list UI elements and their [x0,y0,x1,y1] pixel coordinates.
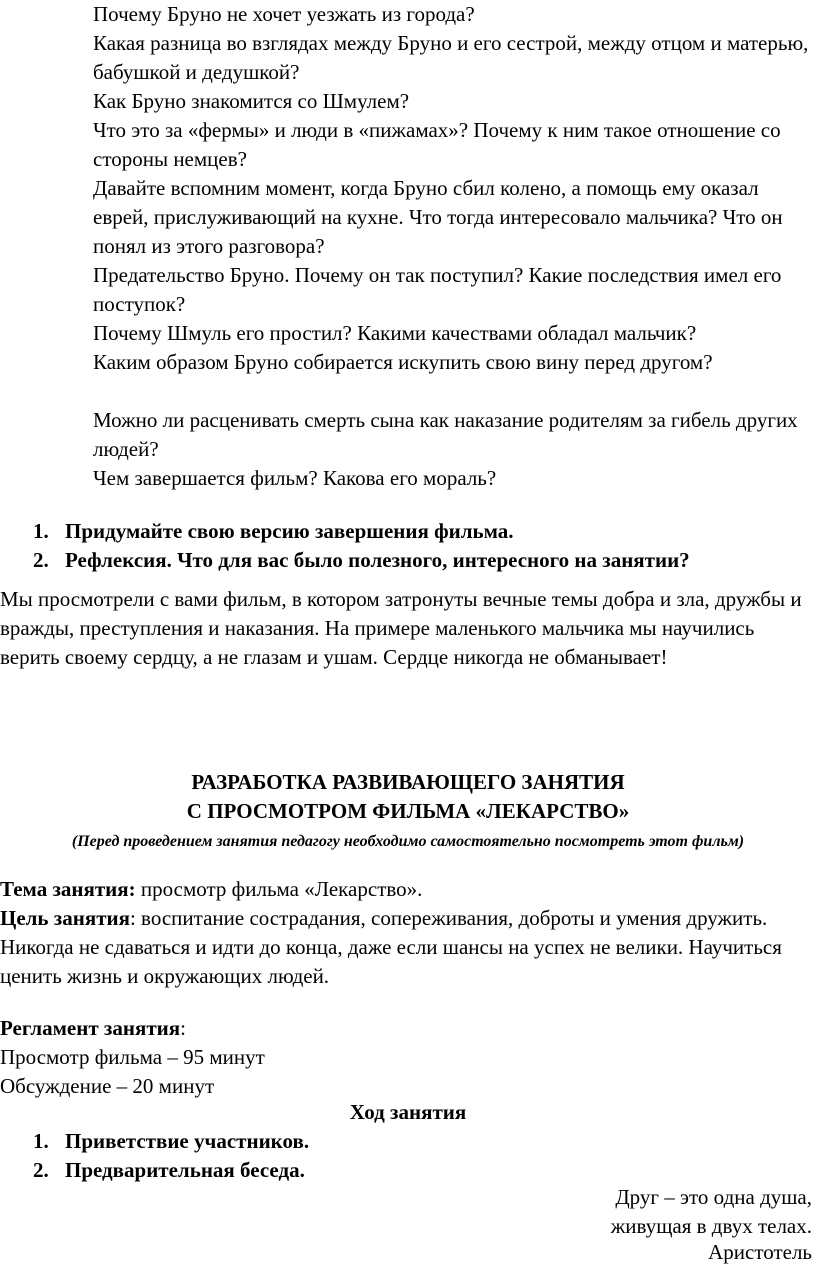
goal-paragraph [0,904,812,991]
step-text: Приветствие участников. [65,1129,310,1153]
epigraph-line-1: Друг – это одна душа, [615,1185,812,1209]
question-text: Как Бруно знакомится со Шмулем? [93,89,410,113]
question-text: Каким образом Бруно собирается искупить свою вину перед другом? [93,350,713,374]
list-item [0,174,816,261]
list-item [0,29,816,87]
question-text: Предательство Бруно. Почему он так поступил? Какие последствия имел его поступок? [93,263,782,316]
list-item [0,87,816,116]
course-title: Ход занятия [349,1100,467,1124]
list-item [0,116,816,174]
list-item [0,406,816,464]
question-text: Чем завершается фильм? Какова его мораль? [93,466,497,490]
list-item [0,348,816,377]
list-number: 2. [33,548,49,572]
list-item [0,464,816,493]
topic-label: Тема занятия: [0,877,136,901]
section-title-line-1: РАЗРАБОТКА РАЗВИВАЮЩЕГО ЗАНЯТИЯ [191,770,625,794]
list-item [0,0,816,29]
list-number: 1. [33,1129,49,1153]
list-item [0,546,690,575]
reglament-label: Регламент занятия [0,1016,181,1040]
list-number: 1. [33,519,49,543]
viewing-line: Просмотр фильма – 95 минут [0,1045,265,1069]
list-item [0,517,514,546]
reglament-colon: : [180,1016,186,1040]
task-text: Рефлексия. Что для вас было полезного, интересного на занятии? [65,548,690,572]
discussion-line: Обсуждение – 20 минут [0,1074,215,1098]
list-number: 2. [33,1158,49,1182]
question-text: Почему Бруно не хочет уезжать из города? [93,2,475,26]
topic-line [0,875,816,904]
question-text: Давайте вспомним момент, когда Бруно сбил колено, а помощь ему оказал еврей, прислуживающий на кухне. Что тогда интересовало мальчика? Что он понял из этого разговора? [93,176,783,258]
list-item [0,261,816,319]
summary-paragraph: Мы просмотрели с вами фильм, в котором затронуты вечные темы добра и зла, дружбы и вражды, преступления и наказания. На примере маленького мальчика мы научились верить своему сердцу, а не глазам и ушам. Сердце никогда не обманывает! [0,587,802,669]
question-text: Можно ли расценивать смерть сына как наказание родителям за гибель других людей? [93,408,798,461]
goal-label: Цель занятия [0,906,130,930]
step-text: Предварительная беседа. [65,1158,305,1182]
epigraph-author: Аристотель [708,1240,812,1264]
section-title-line-2: С ПРОСМОТРОМ ФИЛЬМА «ЛЕКАРСТВО» [186,799,630,823]
question-text: Что это за «фермы» и люди в «пижамах»? Почему к ним такое отношение со стороны немцев? [93,118,781,171]
list-item [0,1127,309,1156]
list-item [0,1156,305,1185]
goal-value: : воспитание сострадания, сопереживания, доброты и умения дружить. Никогда не сдаваться и идти до конца, даже если шансы на успех не велики. Научиться ценить жизнь и окружающих людей. [0,906,782,988]
topic-value: просмотр фильма «Лекарство». [135,877,423,901]
reglament-line [0,1014,816,1043]
section-note: (Перед проведением занятия педагогу необходимо самостоятельно посмотреть этот фильм) [71,833,745,850]
list-item [0,319,816,348]
task-text: Придумайте свою версию завершения фильма. [65,519,514,543]
question-text: Какая разница во взглядах между Бруно и его сестрой, между отцом и матерью, бабушкой и дедушкой? [93,31,809,84]
epigraph-line-2: живущая в двух телах. [610,1214,812,1238]
question-text: Почему Шмуль его простил? Какими качествами обладал мальчик? [93,321,697,345]
